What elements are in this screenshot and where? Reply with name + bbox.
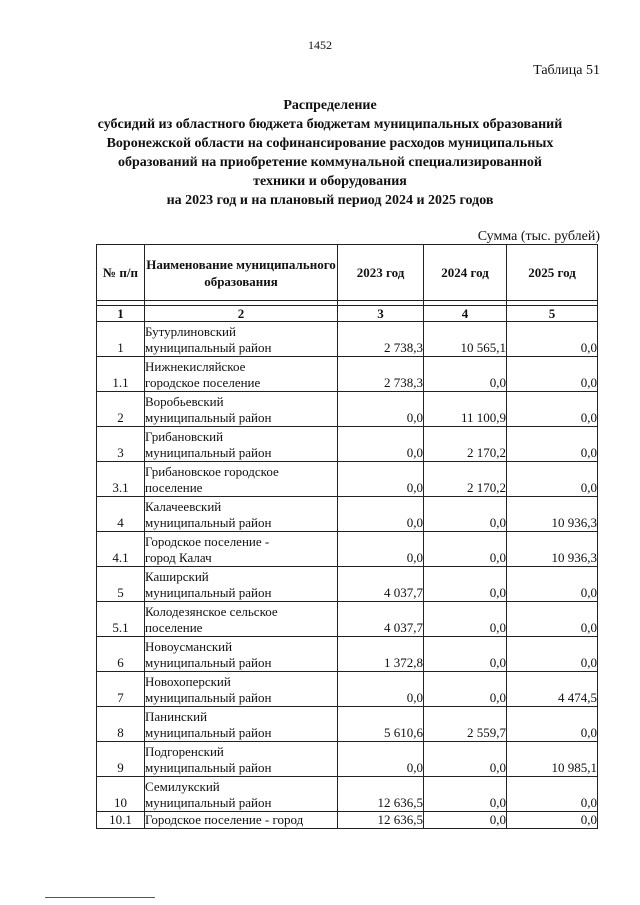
title-line: образований на приобретение коммунальной специализированной bbox=[118, 155, 542, 170]
value-2023: 0,0 bbox=[338, 742, 424, 777]
table-row bbox=[97, 322, 598, 357]
row-name bbox=[145, 602, 338, 637]
table-row bbox=[97, 497, 598, 532]
row-name-line: Каширский bbox=[145, 569, 209, 584]
value-2023: 12 636,5 bbox=[338, 812, 424, 829]
table-row bbox=[97, 532, 598, 567]
value-2023: 0,0 bbox=[338, 462, 424, 497]
table-row bbox=[97, 777, 598, 812]
value-2025: 4 474,5 bbox=[507, 672, 598, 707]
row-name bbox=[145, 567, 338, 602]
table-row bbox=[97, 672, 598, 707]
row-name bbox=[145, 742, 338, 777]
value-2024: 0,0 bbox=[424, 532, 507, 567]
title-line: субсидий из областного бюджета бюджетам муниципальных образований bbox=[97, 117, 563, 132]
value-2023: 2 738,3 bbox=[338, 322, 424, 357]
units-label: Сумма (тыс. рублей) bbox=[477, 229, 600, 244]
row-number: 3.1 bbox=[97, 462, 145, 497]
row-number: 5.1 bbox=[97, 602, 145, 637]
row-name-line: поселение bbox=[145, 480, 203, 495]
value-2024: 2 170,2 bbox=[424, 427, 507, 462]
row-number: 2 bbox=[97, 392, 145, 427]
row-name-line: Бутурлиновский bbox=[145, 324, 236, 339]
row-name bbox=[145, 707, 338, 742]
header-2025: 2025 год bbox=[507, 245, 598, 301]
value-2025: 10 985,1 bbox=[507, 742, 598, 777]
row-name-line: муниципальный район bbox=[145, 585, 272, 600]
table-label: Таблица 51 bbox=[533, 63, 600, 78]
row-name-line: город Калач bbox=[145, 550, 212, 565]
value-2023: 1 372,8 bbox=[338, 637, 424, 672]
value-2025: 10 936,3 bbox=[507, 532, 598, 567]
value-2023: 5 610,6 bbox=[338, 707, 424, 742]
row-number: 10.1 bbox=[97, 812, 145, 829]
row-number: 9 bbox=[97, 742, 145, 777]
row-name-line: Городское поселение - bbox=[145, 534, 270, 549]
row-name-line: Городское поселение - город bbox=[145, 812, 304, 827]
row-name bbox=[145, 427, 338, 462]
value-2025: 0,0 bbox=[507, 707, 598, 742]
header-name: Наименование муниципального образования bbox=[145, 245, 338, 301]
value-2025: 0,0 bbox=[507, 777, 598, 812]
row-number: 1 bbox=[97, 322, 145, 357]
row-name bbox=[145, 462, 338, 497]
row-name-line: муниципальный район bbox=[145, 725, 272, 740]
value-2025: 0,0 bbox=[507, 392, 598, 427]
row-name-line: муниципальный район bbox=[145, 515, 272, 530]
row-name bbox=[145, 812, 338, 829]
row-name-line: Новохоперский bbox=[145, 674, 231, 689]
value-2024: 0,0 bbox=[424, 777, 507, 812]
row-number: 7 bbox=[97, 672, 145, 707]
value-2024: 0,0 bbox=[424, 742, 507, 777]
value-2023: 0,0 bbox=[338, 497, 424, 532]
value-2023: 4 037,7 bbox=[338, 602, 424, 637]
value-2024: 11 100,9 bbox=[424, 392, 507, 427]
table-row bbox=[97, 637, 598, 672]
row-name bbox=[145, 357, 338, 392]
value-2023: 0,0 bbox=[338, 532, 424, 567]
row-number: 10 bbox=[97, 777, 145, 812]
column-index: 2 bbox=[145, 306, 338, 322]
row-name bbox=[145, 672, 338, 707]
title-line: техники и оборудования bbox=[253, 174, 407, 189]
value-2024: 0,0 bbox=[424, 567, 507, 602]
row-name-line: муниципальный район bbox=[145, 760, 272, 775]
row-name-line: городское поселение bbox=[145, 375, 261, 390]
value-2023: 12 636,5 bbox=[338, 777, 424, 812]
value-2025: 0,0 bbox=[507, 602, 598, 637]
row-name-line: Подгоренский bbox=[145, 744, 224, 759]
value-2024: 2 170,2 bbox=[424, 462, 507, 497]
value-2023: 4 037,7 bbox=[338, 567, 424, 602]
table-row bbox=[97, 707, 598, 742]
row-name-line: Калачеевский bbox=[145, 499, 222, 514]
value-2025: 0,0 bbox=[507, 462, 598, 497]
value-2025: 0,0 bbox=[507, 357, 598, 392]
subsidy-table bbox=[96, 244, 598, 829]
value-2024: 0,0 bbox=[424, 602, 507, 637]
column-index: 3 bbox=[338, 306, 424, 322]
row-name-line: муниципальный район bbox=[145, 690, 272, 705]
value-2024: 0,0 bbox=[424, 672, 507, 707]
title-line: Распределение bbox=[283, 98, 377, 113]
table-row bbox=[97, 462, 598, 497]
row-name bbox=[145, 777, 338, 812]
row-number: 4 bbox=[97, 497, 145, 532]
column-index: 1 bbox=[97, 306, 145, 322]
title-line: Воронежской области на софинансирование расходов муниципальных bbox=[106, 136, 554, 151]
value-2025: 0,0 bbox=[507, 812, 598, 829]
value-2025: 0,0 bbox=[507, 567, 598, 602]
value-2024: 0,0 bbox=[424, 637, 507, 672]
title-line: на 2023 год и на плановый период 2024 и 2025 годов bbox=[166, 193, 494, 208]
row-name-line: Воробьевский bbox=[145, 394, 224, 409]
page-number: 1452 bbox=[308, 38, 332, 52]
value-2025: 0,0 bbox=[507, 427, 598, 462]
value-2024: 10 565,1 bbox=[424, 322, 507, 357]
row-name-line: Панинский bbox=[145, 709, 208, 724]
row-number: 3 bbox=[97, 427, 145, 462]
row-name bbox=[145, 392, 338, 427]
column-index: 4 bbox=[424, 306, 507, 322]
header-number: № п/п bbox=[97, 245, 145, 301]
row-name-line: Нижнекисляйское bbox=[145, 359, 246, 374]
row-number: 8 bbox=[97, 707, 145, 742]
row-name-line: муниципальный район bbox=[145, 340, 272, 355]
row-name bbox=[145, 322, 338, 357]
column-index-row bbox=[97, 306, 598, 322]
document-title bbox=[60, 96, 600, 210]
row-name-line: Колодезянское сельское bbox=[145, 604, 278, 619]
value-2023: 0,0 bbox=[338, 427, 424, 462]
column-index: 5 bbox=[507, 306, 598, 322]
value-2024: 0,0 bbox=[424, 357, 507, 392]
table-row bbox=[97, 392, 598, 427]
table-row bbox=[97, 357, 598, 392]
row-number: 6 bbox=[97, 637, 145, 672]
row-name bbox=[145, 532, 338, 567]
footnote-divider bbox=[45, 897, 155, 898]
row-name-line: Семилукский bbox=[145, 779, 220, 794]
value-2023: 0,0 bbox=[338, 672, 424, 707]
row-name bbox=[145, 637, 338, 672]
row-number: 5 bbox=[97, 567, 145, 602]
row-name-line: Новоусманский bbox=[145, 639, 233, 654]
value-2024: 0,0 bbox=[424, 812, 507, 829]
table-row bbox=[97, 602, 598, 637]
row-name-line: муниципальный район bbox=[145, 795, 272, 810]
row-number: 1.1 bbox=[97, 357, 145, 392]
header-2023: 2023 год bbox=[338, 245, 424, 301]
row-name-line: поселение bbox=[145, 620, 203, 635]
value-2023: 0,0 bbox=[338, 392, 424, 427]
table-row bbox=[97, 812, 598, 829]
row-name bbox=[145, 497, 338, 532]
row-name-line: муниципальный район bbox=[145, 445, 272, 460]
row-number: 4.1 bbox=[97, 532, 145, 567]
row-name-line: муниципальный район bbox=[145, 410, 272, 425]
row-name-line: Грибановское городское bbox=[145, 464, 279, 479]
value-2024: 2 559,7 bbox=[424, 707, 507, 742]
value-2025: 0,0 bbox=[507, 322, 598, 357]
table-row bbox=[97, 567, 598, 602]
value-2025: 0,0 bbox=[507, 637, 598, 672]
value-2025: 10 936,3 bbox=[507, 497, 598, 532]
header-2024: 2024 год bbox=[424, 245, 507, 301]
table-row bbox=[97, 742, 598, 777]
value-2023: 2 738,3 bbox=[338, 357, 424, 392]
value-2024: 0,0 bbox=[424, 497, 507, 532]
table-row bbox=[97, 427, 598, 462]
row-name-line: Грибановский bbox=[145, 429, 224, 444]
row-name-line: муниципальный район bbox=[145, 655, 272, 670]
